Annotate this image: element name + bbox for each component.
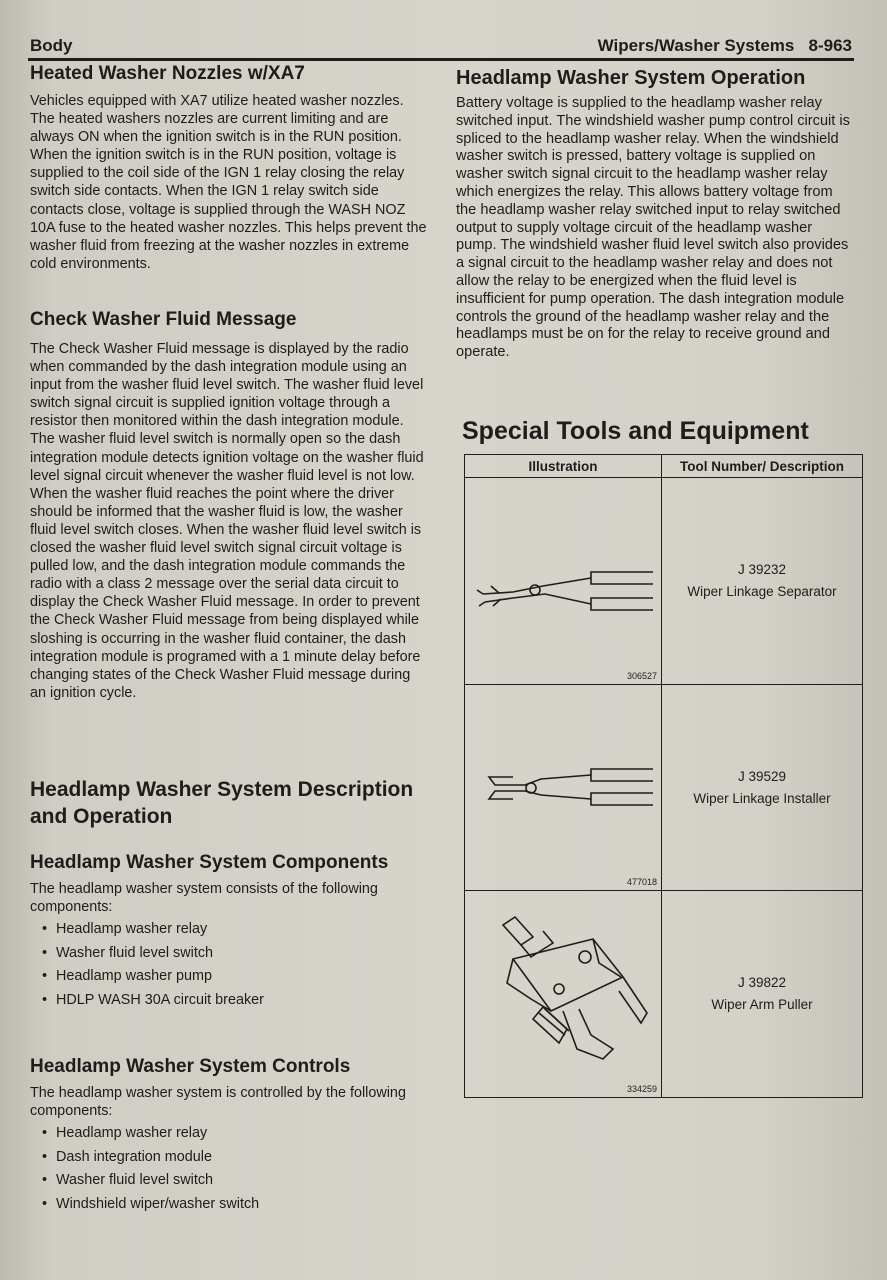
tool-cell [662, 478, 863, 685]
list-item: • Headlamp washer relay [56, 918, 430, 942]
controls-section [30, 1054, 430, 1216]
heated-nozzles-body: Vehicles equipped with XA7 utilize heated washer nozzles. The heated washers nozzles are current limiting and are always ON when the ignition switch is in the RUN position. When the ignition switch is in the RUN position, voltage is supplied to the coil side of the IGN 1 relay closing the relay switch side contacts. When the IGN 1 relay switch side contacts close, voltage is supplied through the WASH NOZ 10A fuse to the heated washer nozzles. This helps prevent the washer fluid from freezing at the washer nozzles in extreme cold environments. [30, 93, 427, 272]
tool-name: Wiper Linkage Separator [687, 583, 837, 599]
controls-list [30, 1122, 430, 1216]
components-intro: The headlamp washer system consists of the following components: [30, 881, 378, 916]
illustration-cell [465, 478, 662, 685]
table-header-row [465, 455, 863, 478]
column-header-tool: Tool Number/ Description [662, 455, 863, 478]
chapter-and-page [598, 36, 852, 56]
figure-number: 334259 [626, 1084, 657, 1094]
table-row [465, 891, 863, 1098]
chapter-name: Wipers/Washer Systems [597, 36, 795, 55]
description-section [30, 776, 430, 830]
right-column [456, 66, 856, 445]
list-item: • Washer fluid level switch [56, 942, 430, 966]
components-section [30, 850, 430, 1012]
page-header [28, 32, 854, 61]
tool-description [662, 972, 862, 1016]
illustration-cell [465, 684, 662, 891]
list-item: • Washer fluid level switch [56, 1169, 430, 1193]
components-title: Headlamp Washer System Components [30, 852, 389, 873]
page-number: 8-963 [808, 36, 852, 55]
tool-name: Wiper Arm Puller [711, 997, 813, 1013]
list-item: • Windshield wiper/washer switch [56, 1193, 430, 1217]
operation-title: Headlamp Washer System Operation [456, 67, 806, 89]
tool-number: J 39529 [737, 768, 787, 784]
check-fluid-title: Check Washer Fluid Message [30, 309, 297, 330]
components-list [30, 918, 430, 1012]
special-tools-table [464, 454, 863, 1098]
heated-nozzles-section [30, 62, 430, 273]
tools-title: Special Tools and Equipment [462, 417, 809, 445]
section-name: Body [30, 36, 73, 55]
installer-pliers-icon [473, 705, 653, 855]
list-item: • Headlamp washer relay [56, 1122, 430, 1146]
arm-puller-icon [473, 899, 653, 1074]
figure-number: 477018 [626, 877, 657, 888]
list-item: • Headlamp washer pump [56, 965, 430, 989]
description-title: Headlamp Washer System Description and Operation [30, 778, 414, 828]
list-item: • Dash integration module [56, 1146, 430, 1170]
illustration-cell [465, 891, 662, 1098]
figure-number: 306527 [626, 670, 657, 681]
controls-title: Headlamp Washer System Controls [30, 1056, 351, 1077]
controls-intro: The headlamp washer system is controlled by the following components: [30, 1085, 406, 1120]
tool-cell [662, 891, 863, 1098]
list-item: • HDLP WASH 30A circuit breaker [56, 989, 430, 1013]
separator-pliers-icon [473, 498, 653, 648]
tool-cell [662, 684, 863, 891]
table-row [465, 684, 863, 891]
column-header-illustration: Illustration [465, 455, 662, 478]
tool-description [662, 559, 862, 603]
table-row [465, 478, 863, 685]
check-fluid-body: The Check Washer Fluid message is displayed by the radio when commanded by the dash integration module using an input from the washer fluid level switch. The washer fluid level switch signal circuit is supplied ignition voltage through a resistor then monitored within the dash integration module. The washer fluid level switch is normally open so the dash integration module detects ignition voltage on the washer fluid level signal circuit whenever the washer fluid level is not low. When the washer fluid reaches the point where the driver should be informed that the washer fluid is low, the washer fluid level switch closes. When the washer fluid level switch is closed the washer fluid level switch signal circuit voltage is pulled low, and the dash integration module commands the radio with a class 2 message over the serial data circuit to display the Check Washer Fluid message. In order to prevent the Check Washer Fluid message from being displayed while sloshing is occurring in the washer fluid container, the dash integration module is programed with a 1 minute delay before changing states of the Check Washer Fluid message during an ignition cycle. [30, 341, 424, 701]
operation-body: Battery voltage is supplied to the headlamp washer relay switched input. The windshield washer pump control circuit is spliced to the headlamp washer relay. When the windshield washer switch is pressed, battery voltage is supplied on washer switch signal circuit to the headlamp washer relay which energizes the relay. This allows battery voltage from the headlamp washer relay switched input to relay switched output to supply voltage circuit of the headlamp washer pump. The windshield washer fluid level switch also provides a signal circuit to the headlamp washer relay and does not allow the relay to be energized when the fluid level is insufficient for pump operation. The dash integration module controls the ground of the headlamp washer relay and the headlamps must be on for the relay to receive ground and operate. [456, 95, 850, 361]
tool-name: Wiper Linkage Installer [693, 790, 831, 806]
tool-description [662, 766, 862, 810]
tool-number: J 39232 [737, 561, 787, 577]
heated-nozzles-title: Heated Washer Nozzles w/XA7 [30, 63, 305, 84]
tool-number: J 39822 [737, 975, 787, 991]
check-fluid-section [30, 308, 430, 702]
